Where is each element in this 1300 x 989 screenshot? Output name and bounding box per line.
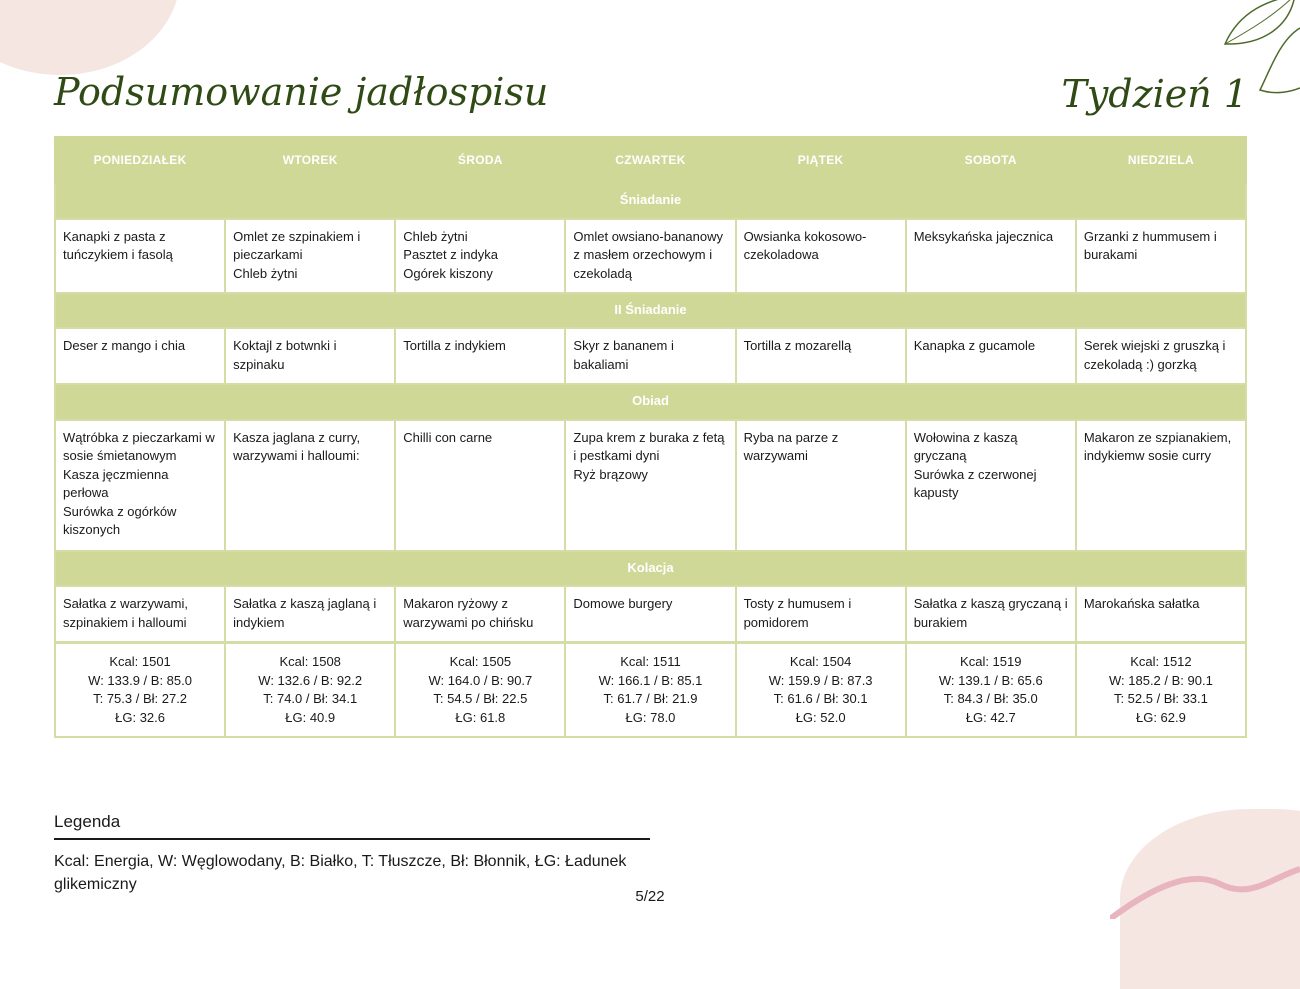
dish-text: Ryż brązowy — [573, 466, 648, 482]
meal-cell — [55, 586, 225, 643]
dish-text: Zupa krem z buraka z fetą i pestkami dyni — [573, 429, 725, 463]
nutrition-value: T: 75.3 / Bł: 27.2 — [93, 691, 188, 706]
nutrition-summary-cell — [225, 643, 395, 738]
meal-cell — [1076, 586, 1246, 643]
nutrition-value: ŁG: 78.0 — [625, 709, 676, 725]
dish-text: Kanapka z gucamole — [913, 338, 1036, 353]
nutrition-value: W: 159.9 / B: 87.3 — [768, 672, 873, 688]
nutrition-value: Kcal: 1511 — [620, 654, 681, 669]
nutrition-value: ŁG: 62.9 — [1135, 709, 1186, 725]
legend-text: Kcal: Energia, W: Węglowodany, B: Białko, T: Tłuszcze, Bł: Błonnik, ŁG: Ładunek glikemiczny — [54, 853, 627, 893]
nutrition-value: W: 166.1 / B: 85.1 — [598, 672, 703, 688]
day-header: NIEDZIELA — [1076, 137, 1246, 183]
dish-text: Kanapki z pasta z tuńczykiem i fasolą — [63, 228, 173, 262]
meal-cell — [736, 219, 906, 293]
dish-text: Marokańska sałatka — [1083, 596, 1200, 611]
meal-row — [55, 219, 1246, 293]
nutrition-summary-cell — [906, 643, 1076, 738]
dish-text: Meksykańska jajecznica — [913, 228, 1054, 244]
meal-cell — [55, 328, 225, 384]
dish-text: Omlet ze szpinakiem i pieczarkami — [233, 228, 361, 262]
dish-text: Deser z mango i chia — [63, 338, 186, 353]
nutrition-value: ŁG: 32.6 — [115, 709, 165, 725]
dish-text: Chleb żytni — [403, 228, 468, 244]
dish-text: Surówka z ogórków kiszonych — [63, 503, 177, 537]
meal-header-row — [55, 183, 1246, 219]
dish-text: Omlet owsiano-bananowy z masłem orzechowym i czekoladą — [573, 228, 723, 281]
meal-cell — [736, 328, 906, 384]
dish-text: Chilli con carne — [403, 429, 493, 445]
nutrition-value: Kcal: 1501 — [109, 654, 171, 669]
dish-text: Ogórek kiszony — [403, 265, 493, 281]
meal-row — [55, 328, 1246, 384]
dish-text: Makaron ze szpianakiem, indykiemw sosie curry — [1083, 429, 1232, 463]
nutrition-value: W: 164.0 / B: 90.7 — [428, 672, 533, 688]
day-header: CZWARTEK — [565, 137, 735, 183]
dish-text: Tosty z humusem i pomidorem — [743, 596, 852, 630]
day-header: PONIEDZIAŁEK — [55, 137, 225, 183]
dish-text: Serek wiejski z gruszką i czekoladą :) gorzką — [1083, 338, 1226, 372]
nutrition-value: T: 61.7 / Bł: 21.9 — [603, 691, 698, 706]
dish-text: Wątróbka z pieczarkami w sosie śmietanowym — [63, 429, 215, 463]
meal-cell — [395, 328, 565, 384]
nutrition-value: Kcal: 1504 — [789, 654, 852, 669]
meal-cell — [906, 328, 1076, 384]
meal-cell — [1076, 328, 1246, 384]
meal-cell — [906, 219, 1076, 293]
dish-text: Skyr z bananem i bakaliami — [573, 338, 674, 372]
day-header: WTOREK — [225, 137, 395, 183]
days-header-row — [55, 137, 1246, 183]
dish-text: Sałatka z kaszą gryczaną i burakiem — [913, 596, 1068, 630]
meal-row — [55, 586, 1246, 643]
nutrition-value: W: 133.9 / B: 85.0 — [88, 672, 192, 688]
nutrition-summary-cell — [1076, 643, 1246, 738]
meal-name: Kolacja — [55, 551, 1246, 587]
nutrition-value: W: 139.1 / B: 65.6 — [938, 672, 1043, 688]
meal-cell — [1076, 219, 1246, 293]
meal-name: Śniadanie — [55, 183, 1246, 219]
meal-cell — [225, 420, 395, 551]
dish-text: Domowe burgery — [573, 596, 673, 611]
meal-header-row — [55, 293, 1246, 329]
page-title: Podsumowanie jadłospisu — [54, 70, 549, 114]
nutrition-value: Kcal: 1505 — [449, 654, 512, 669]
nutrition-summary-cell — [736, 643, 906, 738]
day-header: SOBOTA — [906, 137, 1076, 183]
meal-cell — [736, 420, 906, 551]
meal-name: II Śniadanie — [55, 293, 1246, 329]
meal-cell — [55, 219, 225, 293]
nutrition-value: T: 74.0 / Bł: 34.1 — [263, 691, 358, 706]
meal-name: Obiad — [55, 384, 1246, 420]
dish-text: Pasztet z indyka — [403, 247, 498, 262]
dish-text: Sałatka z kaszą jaglaną i indykiem — [233, 596, 377, 630]
meal-cell — [395, 420, 565, 551]
meal-cell — [225, 328, 395, 384]
dish-text: Owsianka kokosowo-czekoladowa — [743, 228, 867, 262]
nutrition-value: T: 52.5 / Bł: 33.1 — [1113, 691, 1208, 706]
nutrition-summary-cell — [565, 643, 735, 738]
meal-cell — [395, 219, 565, 293]
nutrition-value: W: 132.6 / B: 92.2 — [258, 672, 363, 688]
nutrition-value: T: 54.5 / Bł: 22.5 — [433, 691, 528, 706]
meal-cell — [55, 420, 225, 551]
nutrition-value: ŁG: 42.7 — [965, 709, 1016, 725]
meal-cell — [225, 219, 395, 293]
nutrition-value: Kcal: 1508 — [279, 654, 341, 669]
page-number: 5/22 — [635, 888, 665, 905]
nutrition-value: ŁG: 61.8 — [455, 709, 506, 725]
meal-cell — [565, 219, 735, 293]
dish-text: Kasza jaglana z curry, warzywami i halloumi: — [233, 429, 361, 463]
meal-cell — [565, 328, 735, 384]
decorative-blob-top-left — [0, 0, 180, 75]
nutrition-value: Kcal: 1519 — [960, 654, 1022, 669]
legend-divider — [54, 838, 650, 840]
dish-text: Grzanki z hummusem i burakami — [1083, 228, 1217, 262]
day-header: PIĄTEK — [736, 137, 906, 183]
dish-text: Ryba na parze z warzywami — [743, 429, 839, 463]
dish-text: Kasza jęczmienna perłowa — [63, 466, 169, 500]
nutrition-value: W: 185.2 / B: 90.1 — [1109, 672, 1213, 688]
nutrition-value: T: 84.3 / Bł: 35.0 — [943, 691, 1038, 706]
meal-cell — [906, 420, 1076, 551]
nutrition-summary-row — [55, 643, 1246, 738]
nutrition-value: ŁG: 52.0 — [795, 709, 846, 725]
dish-text: Makaron ryżowy z warzywami po chińsku — [403, 596, 534, 630]
meal-cell — [565, 420, 735, 551]
meal-header-row — [55, 551, 1246, 587]
meal-cell — [736, 586, 906, 643]
nutrition-value: ŁG: 40.9 — [285, 709, 336, 725]
nutrition-summary-cell — [55, 643, 225, 738]
nutrition-value: T: 61.6 / Bł: 30.1 — [773, 691, 868, 706]
dish-text: Surówka z czerwonej kapusty — [913, 466, 1037, 500]
meal-cell — [1076, 420, 1246, 551]
meal-plan-table — [54, 136, 1247, 738]
dish-text: Tortilla z indykiem — [403, 338, 506, 353]
dish-text: Wołowina z kaszą gryczaną — [913, 429, 1018, 463]
nutrition-summary-cell — [395, 643, 565, 738]
meal-row — [55, 420, 1246, 551]
dish-text: Koktajl z botwnki i szpinaku — [233, 338, 337, 372]
dish-text: Tortilla z mozarellą — [743, 338, 852, 353]
dish-text: Chleb żytni — [233, 265, 298, 281]
meal-header-row — [55, 384, 1246, 420]
nutrition-value: Kcal: 1512 — [1130, 654, 1192, 669]
week-label: Tydzień 1 — [1061, 72, 1248, 116]
meal-cell — [565, 586, 735, 643]
dish-text: Sałatka z warzywami, szpinakiem i halloumi — [63, 596, 188, 630]
day-header: ŚRODA — [395, 137, 565, 183]
meal-cell — [906, 586, 1076, 643]
meal-cell — [225, 586, 395, 643]
legend-title: Legenda — [54, 812, 121, 831]
meal-cell — [395, 586, 565, 643]
